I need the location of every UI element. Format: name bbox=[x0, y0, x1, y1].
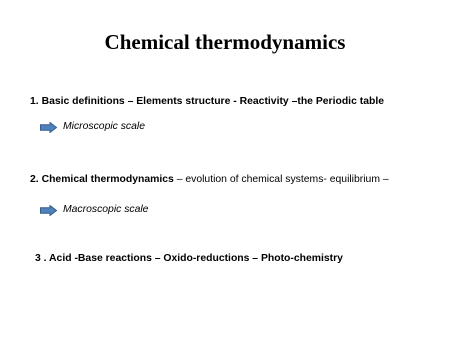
item-1-rest: – Elements structure - Reactivity –the Periodic table bbox=[124, 96, 384, 107]
right-arrow-icon bbox=[40, 122, 57, 133]
item-2-heading: Chemical thermodynamics bbox=[41, 174, 174, 185]
right-arrow-icon bbox=[40, 205, 57, 216]
item-2 bbox=[30, 173, 389, 187]
item-2-subtitle: Macroscopic scale bbox=[63, 204, 149, 215]
item-3: 3 . Acid -Base reactions – Oxido-reductions – Photo-chemistry bbox=[35, 253, 343, 264]
item-2-number: 2. bbox=[30, 174, 39, 185]
item-1-heading: Basic definitions bbox=[41, 96, 125, 107]
item-1-number: 1. bbox=[30, 96, 39, 107]
item-1 bbox=[30, 95, 384, 109]
item-1-subtitle: Microscopic scale bbox=[63, 121, 145, 132]
slide-title: Chemical thermodynamics bbox=[104, 30, 346, 54]
item-2-rest: – evolution of chemical systems- equilibrium – bbox=[173, 174, 389, 185]
